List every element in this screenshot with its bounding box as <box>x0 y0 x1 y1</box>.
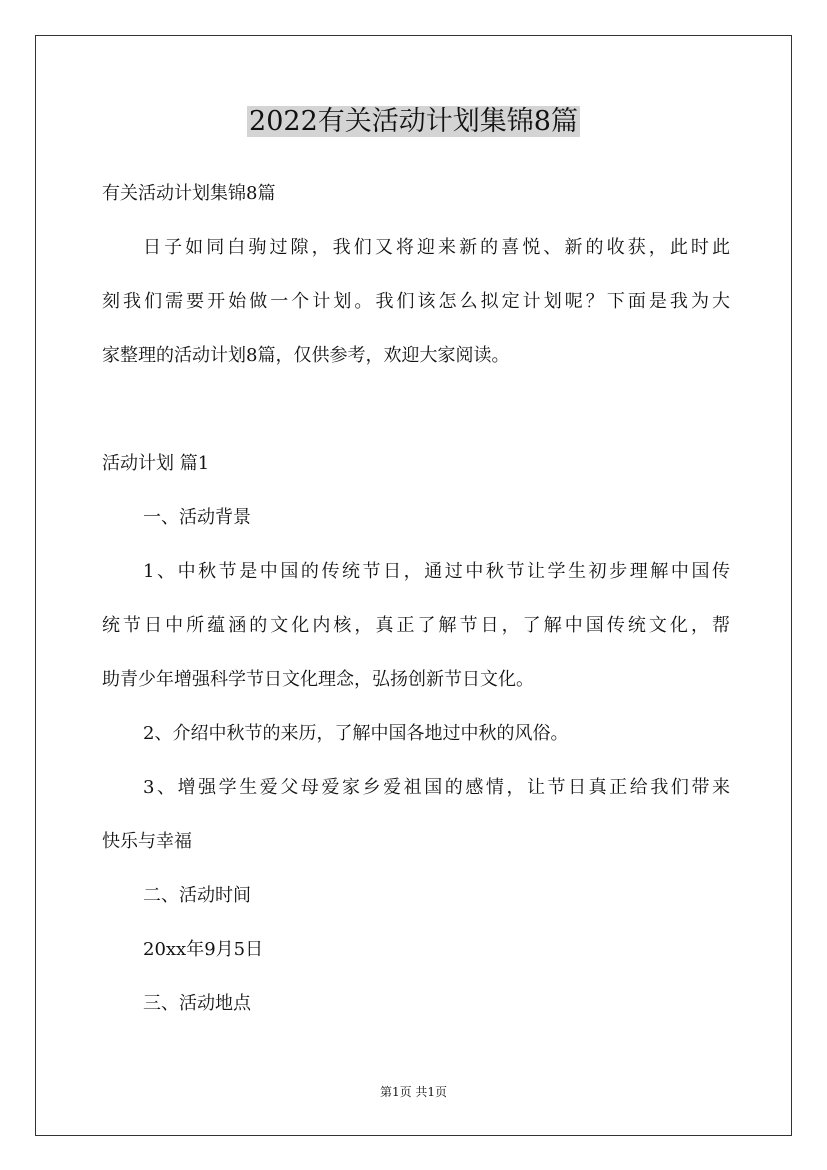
intro-line-2: 刻我们需要开始做一个计划。我们该怎么拟定计划呢？下面是我为大 <box>102 291 730 312</box>
intro-line-1: 日子如同白驹过隙，我们又将迎来新的喜悦、新的收获，此时此 <box>143 237 730 258</box>
heading-background: 一、活动背景 <box>143 507 251 528</box>
heading-location: 三、活动地点 <box>143 993 251 1014</box>
item-3-line-1: 3、增强学生爱父母爱家乡爱祖国的感情，让节日真正给我们带来 <box>143 777 730 798</box>
item-1-line-2: 统节日中所蕴涵的文化内核，真正了解节日，了解中国传统文化，帮 <box>102 615 730 636</box>
section-title: 活动计划 篇1 <box>102 453 210 474</box>
intro-line-3: 家整理的活动计划8篇，仅供参考，欢迎大家阅读。 <box>102 345 510 366</box>
title-text: 2022有关活动计划集锦8篇 <box>249 106 578 137</box>
item-2: 2、介绍中秋节的来历，了解中国各地过中秋的风俗。 <box>143 723 569 744</box>
page-footer: 第1页 共1页 <box>379 1085 448 1099</box>
item-1-line-3: 助青少年增强科学节日文化理念，弘扬创新节日文化。 <box>102 669 534 690</box>
item-1-line-1: 1、中秋节是中国的传统节日，通过中秋节让学生初步理解中国传 <box>143 561 730 582</box>
item-3-line-2: 快乐与幸福 <box>102 831 192 852</box>
subtitle: 有关活动计划集锦8篇 <box>102 183 276 204</box>
document-title <box>0 100 827 142</box>
heading-time: 二、活动时间 <box>143 885 251 906</box>
activity-date: 20xx年9月5日 <box>143 939 264 960</box>
